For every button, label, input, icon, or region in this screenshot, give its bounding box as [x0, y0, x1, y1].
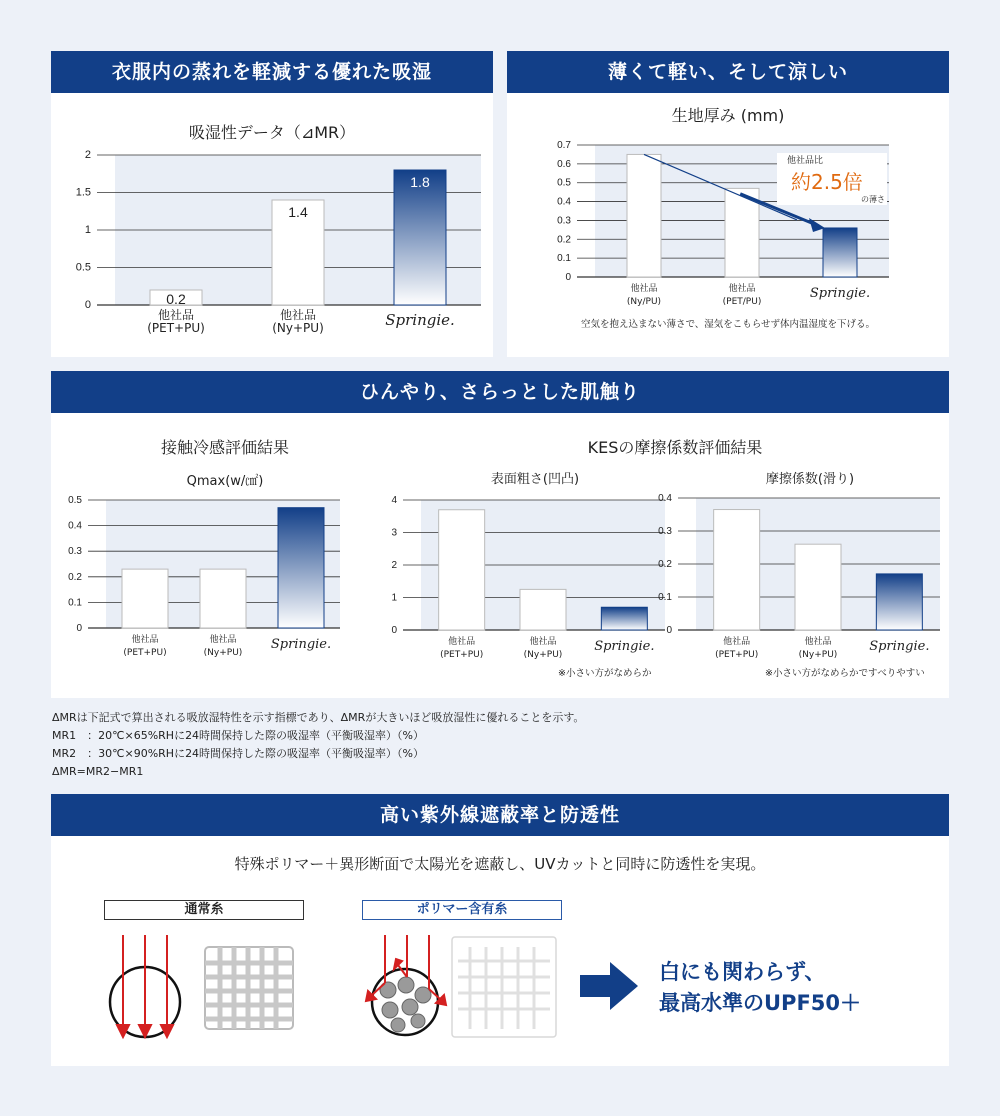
data-label: 0.2 [166, 291, 186, 307]
y-tick-label: 0.4 [68, 520, 82, 532]
x-tick-label: (Ny+PU) [523, 650, 563, 660]
cool-heading: 接触冷感評価結果 [160, 438, 289, 457]
x-tick-label: (PET+PU) [440, 650, 484, 660]
callout-suffix: の薄さ [861, 195, 885, 204]
bar [627, 154, 661, 277]
bar [200, 569, 246, 628]
x-tick-label: 他社品 [209, 635, 237, 645]
callout-small: 他社品比 [787, 156, 824, 166]
x-tick-label: 他社品 [630, 284, 658, 294]
bar [394, 170, 446, 305]
y-tick-label: 0.2 [68, 571, 82, 583]
x-tick-label: (Ny/PU) [626, 297, 662, 307]
x-tick-label: (PET/PU) [722, 297, 762, 307]
y-tick-label: 0 [391, 625, 397, 636]
y-tick-label: 0.5 [68, 495, 82, 506]
y-tick-label: 0.3 [658, 526, 672, 537]
bar [439, 510, 485, 630]
polymer-fabric-grid [452, 937, 556, 1037]
thickness-chart [507, 135, 949, 310]
x-tick-label: (PET+PU) [715, 650, 759, 660]
bar [795, 544, 841, 630]
bar [520, 589, 566, 630]
polymer-yarn-illustration [360, 925, 560, 1045]
x-tick-label: 他社品 [728, 284, 756, 294]
footnote-3: MR2 ：30℃×90%RHに24時間保持した際の吸湿率（平衡吸湿率）（%） [52, 747, 425, 760]
y-tick-label: 0.1 [557, 253, 571, 265]
y-tick-label: 0.1 [68, 597, 82, 609]
bar [601, 607, 647, 630]
roughness-chart-title: 表面粗さ(凹凸) [490, 472, 580, 487]
brand-tick-label: Springie. [809, 286, 871, 301]
cool-section-header: ひんやり、さらっとした肌触り [51, 371, 949, 413]
data-label: 1.8 [410, 174, 430, 190]
bar [122, 569, 168, 628]
polymer-yarn-label: ポリマー含有糸 [362, 900, 562, 920]
uv-section-header: 高い紫外線遮蔽率と防透性 [51, 794, 949, 836]
normal-yarn-illustration [100, 925, 300, 1045]
y-tick-label: 0 [76, 623, 82, 634]
roughness-caption: ※小さい方がなめらか [558, 668, 652, 679]
y-tick-label: 0.4 [658, 493, 672, 504]
brand-tick-label: Springie. [270, 637, 332, 652]
friction-caption: ※小さい方がなめらかですべりやすい [765, 668, 925, 679]
y-tick-label: 0.4 [557, 196, 571, 208]
x-tick-label: 他社品 [448, 637, 476, 647]
y-tick-label: 0.3 [557, 215, 571, 227]
friction-chart [658, 490, 950, 665]
uv-result-line1: 白にも関わらず、 [659, 960, 826, 984]
mr-chart [51, 145, 493, 350]
bar [714, 510, 760, 630]
thickness-chart-title: 生地厚み (mm) [671, 106, 785, 125]
bar [823, 228, 857, 277]
y-tick-label: 3 [391, 527, 397, 539]
y-tick-label: 4 [391, 495, 397, 506]
brand-tick-label: Springie. [869, 639, 930, 654]
y-tick-label: 0.1 [658, 592, 672, 603]
kes-heading: KESの摩擦係数評価結果 [587, 438, 763, 457]
y-tick-label: 0 [84, 299, 91, 311]
footnote-4: ΔMR=MR2−MR1 [52, 765, 144, 778]
sunlight-arrows [117, 935, 173, 1037]
normal-fabric-grid [205, 947, 293, 1029]
y-tick-label: 0.5 [557, 177, 571, 189]
x-tick-label: 他社品 [529, 637, 557, 647]
footnote-2: MR1 ：20℃×65%RHに24時間保持した際の吸湿率（平衡吸湿率）（%） [52, 729, 425, 742]
y-tick-label: 0.2 [557, 234, 571, 246]
normal-yarn-label: 通常糸 [104, 900, 304, 920]
x-tick-label: (PET+PU) [123, 648, 167, 658]
y-tick-label: 2 [391, 560, 397, 571]
data-label: 1.4 [288, 204, 308, 220]
bar [278, 508, 324, 628]
thickness-caption: 空気を抱え込まない薄さで、湿気をこもらせず体内温湿度を下げる。 [580, 319, 876, 330]
x-tick-label: (PET+PU) [147, 321, 205, 335]
brand-tick-label: Springie. [594, 639, 655, 654]
bar [876, 574, 922, 630]
result-arrow-icon [580, 962, 638, 1010]
y-tick-label: 0 [565, 272, 571, 283]
x-tick-label: 他社品 [131, 635, 159, 645]
y-tick-label: 0.7 [557, 140, 571, 151]
x-tick-label: (Ny+PU) [798, 650, 838, 660]
mr-chart-title: 吸湿性データ（⊿MR） [188, 123, 356, 142]
moisture-section-header: 衣服内の蒸れを軽減する優れた吸湿 [51, 51, 493, 93]
y-tick-label: 1.5 [75, 186, 91, 199]
thin-section-header: 薄くて軽い、そして涼しい [507, 51, 949, 93]
y-tick-label: 0.3 [68, 546, 82, 558]
y-tick-label: 1 [84, 224, 91, 236]
qmax-chart-title: Qmax(w/㎠) [186, 474, 264, 489]
footnote-1: ΔMRは下記式で算出される吸放湿特性を示す指標であり、ΔMRが大きいほど吸放湿性に優れることを示す。 [52, 711, 585, 724]
x-tick-label: 他社品 [279, 308, 317, 322]
x-tick-label: 他社品 [723, 637, 751, 647]
uv-description: 特殊ポリマー＋異形断面で太陽光を遮蔽し、UVカットと同時に防透性を実現。 [234, 855, 766, 873]
callout-big: 約2.5倍 [791, 170, 863, 194]
y-tick-label: 0.2 [658, 559, 672, 570]
y-tick-label: 2 [84, 149, 91, 161]
roughness-chart [391, 490, 675, 665]
x-tick-label: 他社品 [157, 308, 195, 322]
x-tick-label: (Ny+PU) [203, 648, 243, 658]
qmax-chart [60, 490, 390, 665]
x-tick-label: 他社品 [804, 637, 832, 647]
friction-chart-title: 摩擦係数(滑り) [765, 472, 855, 487]
y-tick-label: 0.6 [557, 158, 571, 170]
uv-result-line2: 最高水準のUPF50＋ [659, 991, 862, 1015]
y-tick-label: 0 [666, 625, 672, 636]
y-tick-label: 1 [391, 592, 397, 604]
y-tick-label: 0.5 [75, 261, 91, 274]
brand-tick-label: Springie. [385, 311, 455, 329]
x-tick-label: (Ny+PU) [272, 321, 324, 335]
